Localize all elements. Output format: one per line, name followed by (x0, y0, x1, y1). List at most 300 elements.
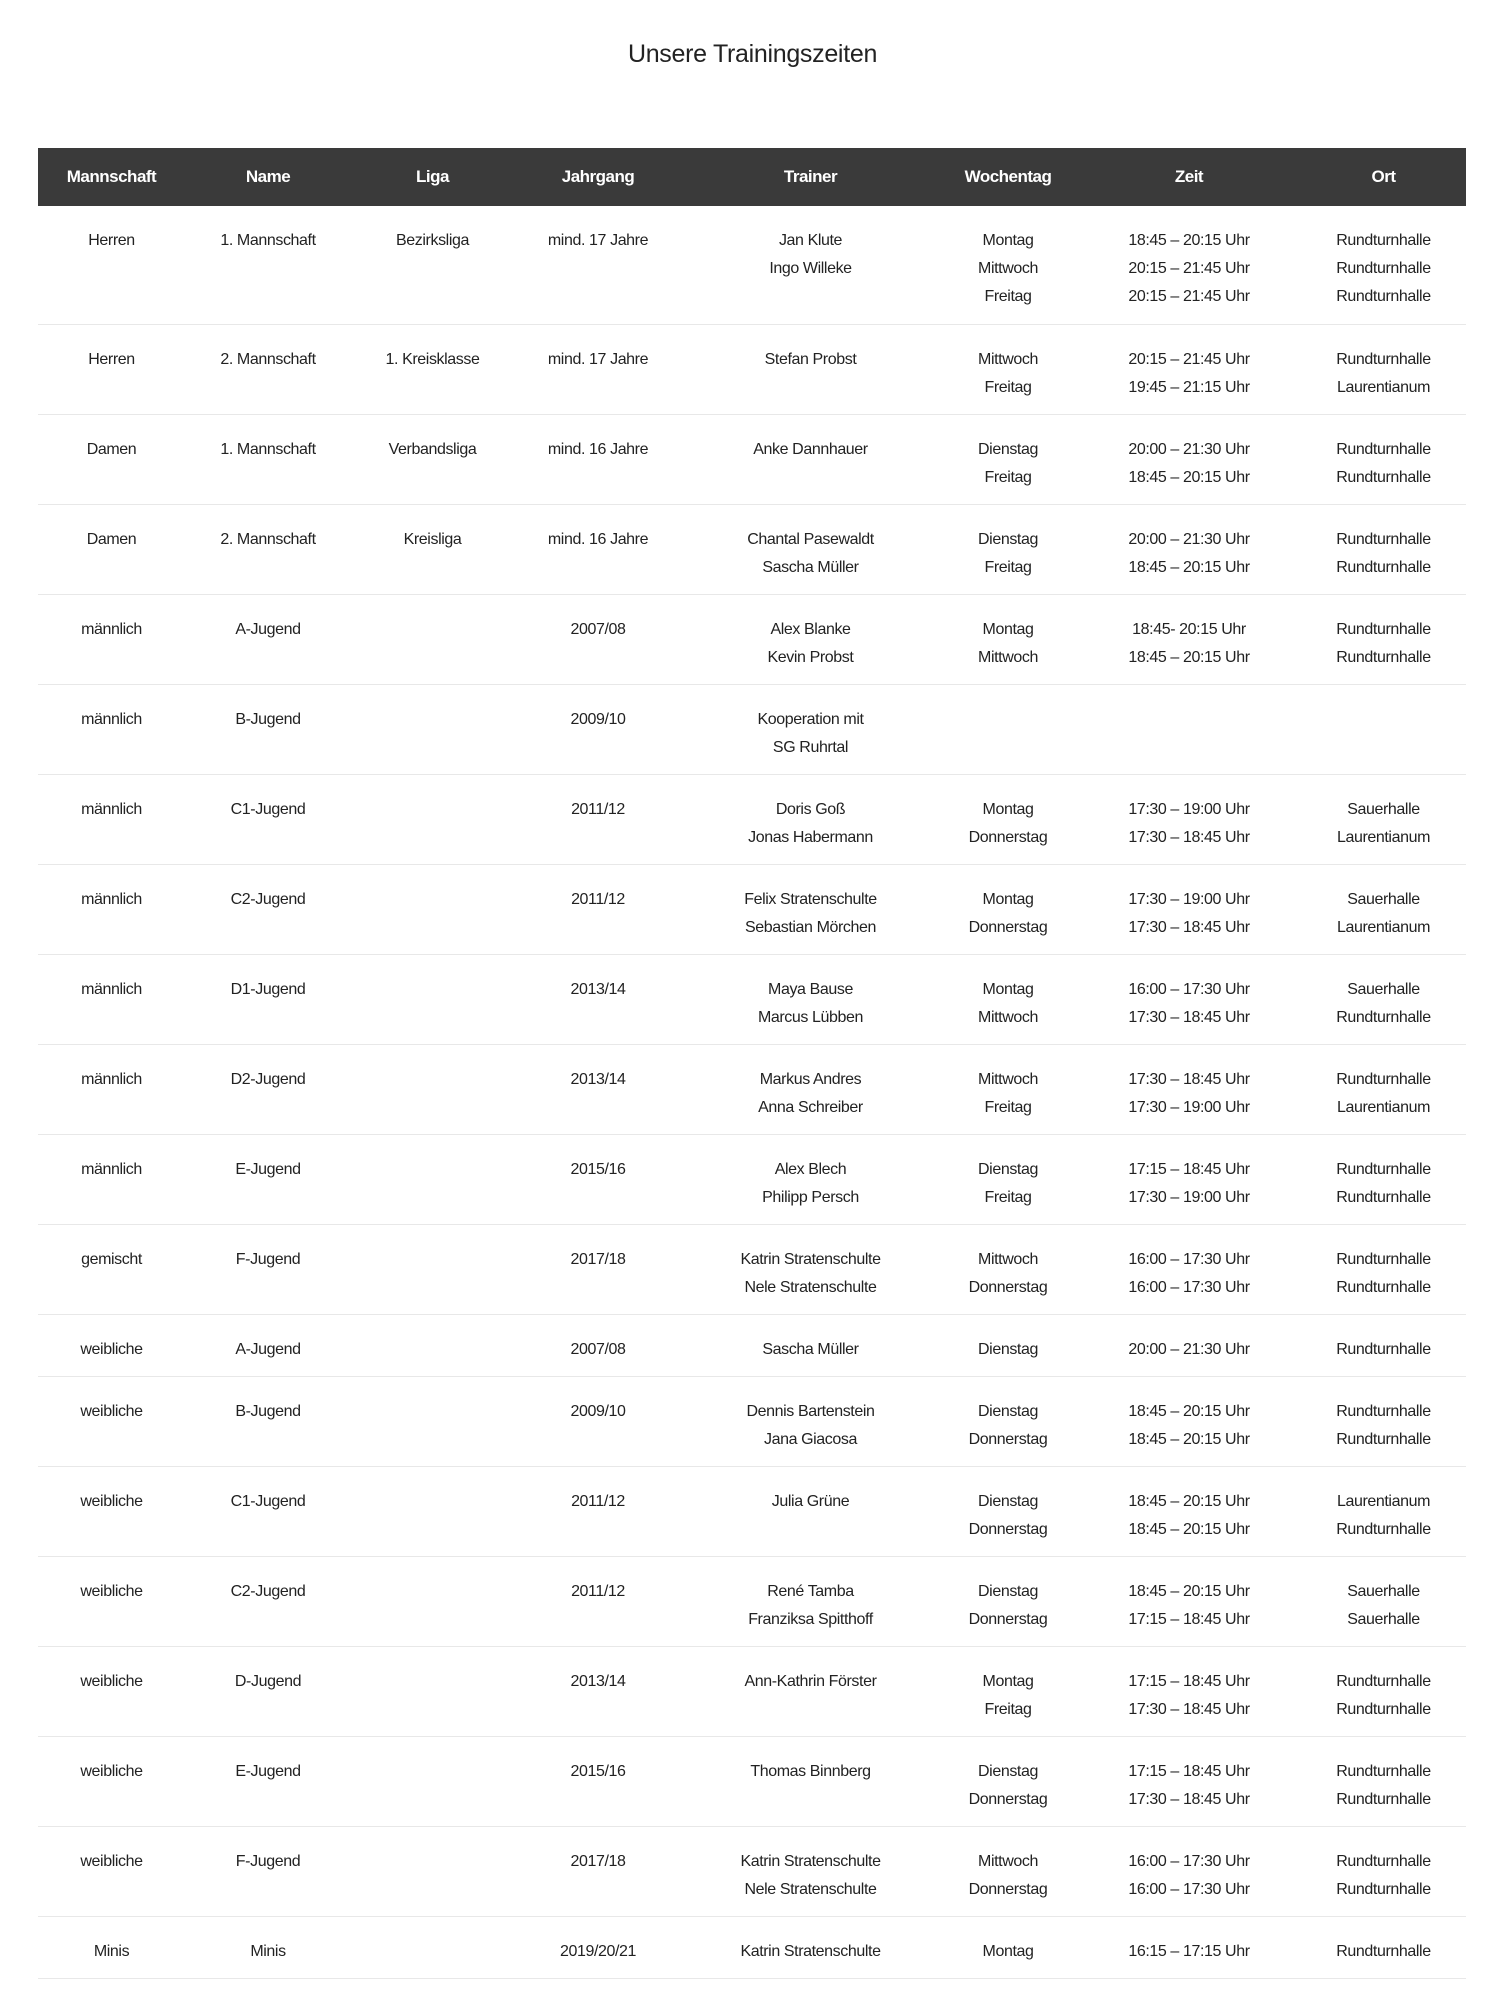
cell-zeit (1077, 1556, 1301, 1646)
table-row (38, 954, 1466, 1044)
zeit-line: 16:00 – 17:30 Uhr (1128, 1852, 1250, 1870)
trainer-line: Sebastian Mörchen (744, 918, 877, 936)
cell-wochentag (939, 1376, 1077, 1466)
ort-line: Sauerhalle (1347, 980, 1420, 998)
cell-jahrgang: 2011/12 (571, 800, 625, 818)
trainer-line: Felix Stratenschulte (744, 890, 877, 908)
zeit-line: 18:45 – 20:15 Uhr (1128, 232, 1250, 249)
cell-zeit (1077, 1044, 1301, 1134)
ort-line: Rundturnhalle (1336, 1250, 1431, 1268)
cell-zeit (1077, 1736, 1301, 1826)
cell-jahrgang: 2019/20/21 (559, 1942, 637, 1960)
cell-zeit (1077, 1646, 1301, 1736)
ort-line: Laurentianum (1336, 918, 1431, 936)
cell-zeit (1077, 1376, 1301, 1466)
ort-line: Rundturnhalle (1336, 1942, 1431, 1960)
ort-line: Laurentianum (1336, 1492, 1431, 1510)
cell-name: A-Jugend (235, 1340, 301, 1358)
trainer-line: Markus Andres (759, 1070, 862, 1088)
wochentag-line: Mittwoch (978, 1250, 1038, 1268)
trainer-line: Philipp Persch (762, 1188, 859, 1206)
table-row (38, 206, 1466, 324)
zeit-line: 18:45 – 20:15 Uhr (1128, 468, 1250, 486)
wochentag-line: Montag (982, 1942, 1034, 1960)
zeit-line: 17:15 – 18:45 Uhr (1128, 1610, 1250, 1628)
trainer-line: Julia Grüne (771, 1492, 850, 1510)
cell-ort (1301, 324, 1466, 414)
trainer-line: Anke Dannhauer (753, 440, 868, 458)
zeit-line: 16:00 – 17:30 Uhr (1128, 1880, 1250, 1898)
zeit-line: 20:15 – 21:45 Uhr (1128, 350, 1250, 368)
zeit-line: 18:45 – 20:15 Uhr (1128, 648, 1250, 666)
cell-jahrgang: 2011/12 (571, 1582, 625, 1600)
zeit-line: 20:15 – 21:45 Uhr (1128, 260, 1250, 277)
trainer-line: René Tamba (767, 1582, 854, 1600)
cell-liga (351, 1826, 514, 1916)
trainer-line: Ingo Willeke (769, 260, 852, 277)
cell-trainer (682, 414, 939, 504)
trainer-line: Katrin Stratenschulte (740, 1942, 881, 1960)
header-row (38, 148, 1466, 206)
wochentag-line: Freitag (984, 468, 1032, 486)
cell-mannschaft: Minis (93, 1942, 130, 1960)
wochentag-line: Dienstag (978, 440, 1038, 458)
zeit-line: 20:00 – 21:30 Uhr (1128, 1340, 1250, 1358)
table-row (38, 684, 1466, 774)
cell-jahrgang: 2011/12 (571, 1492, 625, 1510)
cell-mannschaft: Herren (88, 232, 135, 249)
trainer-line: Alex Blanke (770, 620, 851, 638)
cell-wochentag (939, 954, 1077, 1044)
cell-name: 1. Mannschaft (220, 440, 316, 458)
cell-name: 1. Mannschaft (220, 232, 316, 249)
trainer-line: Alex Blech (774, 1160, 847, 1178)
training-times-table (38, 148, 1466, 1979)
cell-wochentag (939, 1556, 1077, 1646)
cell-trainer (682, 864, 939, 954)
zeit-line: 20:00 – 21:30 Uhr (1128, 530, 1250, 548)
cell-trainer (682, 1646, 939, 1736)
cell-wochentag (939, 1134, 1077, 1224)
zeit-line: 19:45 – 21:15 Uhr (1128, 378, 1250, 396)
cell-liga (351, 1314, 514, 1376)
wochentag-line: Freitag (984, 1700, 1032, 1718)
cell-zeit (1077, 1224, 1301, 1314)
ort-line: Rundturnhalle (1336, 558, 1431, 576)
zeit-line: 20:00 – 21:30 Uhr (1128, 440, 1250, 458)
ort-line: Rundturnhalle (1336, 1672, 1431, 1690)
cell-jahrgang: 2013/14 (570, 1672, 626, 1690)
cell-liga (351, 1736, 514, 1826)
cell-zeit (1077, 414, 1301, 504)
table-row (38, 1736, 1466, 1826)
ort-line: Rundturnhalle (1336, 260, 1431, 277)
cell-trainer (682, 1376, 939, 1466)
cell-liga (351, 1224, 514, 1314)
wochentag-line: Montag (982, 620, 1034, 638)
cell-zeit (1077, 684, 1301, 774)
table-row (38, 1646, 1466, 1736)
cell-name: A-Jugend (235, 620, 301, 638)
cell-jahrgang: 2011/12 (571, 890, 625, 908)
ort-line: Rundturnhalle (1336, 648, 1431, 666)
ort-line: Sauerhalle (1347, 890, 1420, 908)
cell-trainer (682, 1224, 939, 1314)
cell-mannschaft: weibliche (80, 1340, 143, 1358)
table-row (38, 1466, 1466, 1556)
trainer-line: Stefan Probst (764, 350, 857, 368)
cell-ort (1301, 1376, 1466, 1466)
table-row (38, 1376, 1466, 1466)
zeit-line: 20:15 – 21:45 Uhr (1128, 288, 1250, 305)
table-row (38, 1916, 1466, 1978)
cell-wochentag (939, 1466, 1077, 1556)
cell-jahrgang: 2013/14 (570, 1070, 626, 1088)
table-row (38, 1224, 1466, 1314)
cell-ort (1301, 414, 1466, 504)
cell-mannschaft: Damen (86, 530, 137, 548)
cell-trainer (682, 1134, 939, 1224)
cell-name: 2. Mannschaft (220, 350, 316, 368)
zeit-line: 18:45 – 20:15 Uhr (1128, 1402, 1250, 1420)
wochentag-line: Freitag (984, 378, 1032, 396)
cell-wochentag (939, 206, 1077, 324)
cell-trainer (682, 684, 939, 774)
ort-line: Rundturnhalle (1336, 1520, 1431, 1538)
page-title: Unsere Trainingszeiten (627, 40, 878, 68)
cell-name: D-Jugend (234, 1672, 302, 1690)
cell-zeit (1077, 954, 1301, 1044)
cell-mannschaft: männlich (81, 620, 142, 638)
trainer-line: Dennis Bartenstein (746, 1402, 875, 1420)
trainer-line: Anna Schreiber (758, 1098, 863, 1116)
cell-jahrgang: mind. 17 Jahre (547, 350, 649, 368)
cell-zeit (1077, 1466, 1301, 1556)
cell-trainer (682, 594, 939, 684)
cell-name: C1-Jugend (230, 1492, 306, 1510)
cell-name: B-Jugend (235, 710, 301, 728)
ort-line: Rundturnhalle (1336, 1188, 1431, 1206)
trainer-line: Nele Stratenschulte (744, 1880, 877, 1898)
trainer-line: Chantal Pasewaldt (747, 530, 874, 548)
wochentag-line: Freitag (984, 558, 1032, 576)
cell-ort (1301, 206, 1466, 324)
cell-trainer (682, 774, 939, 864)
cell-mannschaft: männlich (81, 890, 142, 908)
cell-name: D2-Jugend (230, 1070, 306, 1088)
wochentag-line: Dienstag (978, 1492, 1038, 1510)
ort-line: Rundturnhalle (1336, 350, 1431, 368)
ort-line: Rundturnhalle (1336, 1852, 1431, 1870)
cell-mannschaft: weibliche (80, 1492, 143, 1510)
ort-line: Rundturnhalle (1336, 1880, 1431, 1898)
zeit-line: 16:00 – 17:30 Uhr (1128, 980, 1250, 998)
ort-line: Rundturnhalle (1336, 1008, 1431, 1026)
table-row (38, 774, 1466, 864)
wochentag-line: Dienstag (978, 1402, 1038, 1420)
cell-trainer (682, 1826, 939, 1916)
trainer-line: Nele Stratenschulte (744, 1278, 877, 1296)
table-row (38, 1826, 1466, 1916)
cell-liga (351, 1916, 514, 1978)
ort-line: Sauerhalle (1347, 800, 1420, 818)
ort-line: Rundturnhalle (1336, 1160, 1431, 1178)
header-zeit: Zeit (1174, 167, 1204, 186)
cell-mannschaft: männlich (81, 710, 142, 728)
cell-zeit (1077, 1916, 1301, 1978)
wochentag-line: Donnerstag (968, 1610, 1048, 1628)
cell-mannschaft: männlich (81, 1160, 142, 1178)
zeit-line: 16:00 – 17:30 Uhr (1128, 1250, 1250, 1268)
zeit-line: 17:15 – 18:45 Uhr (1128, 1160, 1250, 1178)
trainer-line: Marcus Lübben (757, 1008, 864, 1026)
wochentag-line: Dienstag (978, 1340, 1038, 1358)
cell-name: F-Jugend (235, 1250, 301, 1268)
cell-mannschaft: weibliche (80, 1402, 143, 1420)
cell-wochentag (939, 684, 1077, 774)
cell-mannschaft: Herren (88, 350, 135, 368)
trainer-line: Katrin Stratenschulte (740, 1852, 881, 1870)
zeit-line: 16:15 – 17:15 Uhr (1128, 1942, 1250, 1960)
cell-trainer (682, 1044, 939, 1134)
cell-wochentag (939, 414, 1077, 504)
ort-line: Rundturnhalle (1336, 232, 1431, 249)
zeit-line: 18:45 – 20:15 Uhr (1128, 558, 1250, 576)
cell-name: E-Jugend (235, 1160, 301, 1178)
zeit-line: 16:00 – 17:30 Uhr (1128, 1278, 1250, 1296)
header-liga: Liga (416, 167, 449, 186)
wochentag-line: Freitag (984, 288, 1032, 305)
cell-wochentag (939, 504, 1077, 594)
ort-line: Laurentianum (1336, 828, 1431, 846)
cell-wochentag (939, 1826, 1077, 1916)
cell-mannschaft: weibliche (80, 1852, 143, 1870)
cell-wochentag (939, 1736, 1077, 1826)
wochentag-line: Donnerstag (968, 1278, 1048, 1296)
cell-liga: Bezirksliga (396, 232, 469, 249)
table-row (38, 1044, 1466, 1134)
cell-jahrgang: 2009/10 (570, 710, 626, 728)
cell-mannschaft: weibliche (80, 1762, 143, 1780)
table-row (38, 504, 1466, 594)
table-header (38, 148, 1466, 206)
cell-ort (1301, 1314, 1466, 1376)
cell-ort (1301, 1224, 1466, 1314)
wochentag-line: Dienstag (978, 530, 1038, 548)
cell-mannschaft: weibliche (80, 1582, 143, 1600)
cell-liga (351, 1134, 514, 1224)
cell-liga (351, 684, 514, 774)
cell-ort (1301, 954, 1466, 1044)
cell-ort (1301, 1646, 1466, 1736)
cell-zeit (1077, 1314, 1301, 1376)
cell-zeit (1077, 206, 1301, 324)
cell-wochentag (939, 324, 1077, 414)
cell-ort (1301, 504, 1466, 594)
wochentag-line: Donnerstag (968, 1790, 1048, 1808)
trainer-line: Kooperation mit (757, 710, 864, 728)
ort-line: Rundturnhalle (1336, 1430, 1431, 1448)
zeit-line: 17:30 – 18:45 Uhr (1128, 1008, 1250, 1026)
cell-name: C2-Jugend (230, 890, 306, 908)
cell-trainer (682, 1916, 939, 1978)
cell-wochentag (939, 774, 1077, 864)
cell-liga (351, 1376, 514, 1466)
trainer-line: Doris Goß (775, 800, 846, 818)
zeit-line: 17:30 – 18:45 Uhr (1128, 1790, 1250, 1808)
ort-line: Rundturnhalle (1336, 1340, 1431, 1358)
cell-liga (351, 594, 514, 684)
ort-line: Rundturnhalle (1336, 1070, 1431, 1088)
wochentag-line: Dienstag (978, 1762, 1038, 1780)
table-row (38, 1134, 1466, 1224)
cell-name: 2. Mannschaft (220, 530, 316, 548)
zeit-line: 18:45 – 20:15 Uhr (1128, 1582, 1250, 1600)
ort-line: Rundturnhalle (1336, 1700, 1431, 1718)
zeit-line: 17:30 – 18:45 Uhr (1128, 918, 1250, 936)
cell-wochentag (939, 1224, 1077, 1314)
zeit-line: 18:45 – 20:15 Uhr (1128, 1520, 1250, 1538)
zeit-line: 17:30 – 18:45 Uhr (1128, 1700, 1250, 1718)
zeit-line: 18:45- 20:15 Uhr (1132, 620, 1246, 638)
cell-jahrgang: mind. 16 Jahre (547, 530, 649, 548)
cell-trainer (682, 1736, 939, 1826)
cell-jahrgang: 2015/16 (570, 1762, 626, 1780)
zeit-line: 17:30 – 18:45 Uhr (1128, 1070, 1250, 1088)
header-ort: Ort (1371, 167, 1396, 186)
cell-wochentag (939, 1646, 1077, 1736)
trainer-line: Jonas Habermann (748, 828, 873, 846)
trainer-line: Jana Giacosa (763, 1430, 858, 1448)
ort-line: Rundturnhalle (1336, 468, 1431, 486)
wochentag-line: Donnerstag (968, 1430, 1048, 1448)
header-name: Name (245, 167, 291, 186)
trainer-line: Thomas Binnberg (750, 1762, 871, 1780)
cell-name: C2-Jugend (230, 1582, 306, 1600)
wochentag-line: Dienstag (978, 1160, 1038, 1178)
ort-line: Rundturnhalle (1336, 440, 1431, 458)
wochentag-line: Montag (982, 232, 1034, 249)
cell-zeit (1077, 864, 1301, 954)
wochentag-line: Donnerstag (968, 1520, 1048, 1538)
trainer-line: Katrin Stratenschulte (740, 1250, 881, 1268)
zeit-line: 17:30 – 19:00 Uhr (1128, 1098, 1250, 1116)
zeit-line: 17:30 – 19:00 Uhr (1128, 1188, 1250, 1206)
table-row (38, 414, 1466, 504)
cell-wochentag (939, 1916, 1077, 1978)
cell-wochentag (939, 594, 1077, 684)
table-body (38, 206, 1466, 1978)
header-jahrgang: Jahrgang (561, 167, 635, 186)
cell-jahrgang: mind. 16 Jahre (547, 440, 649, 458)
cell-mannschaft: weibliche (80, 1672, 143, 1690)
cell-jahrgang: 2013/14 (570, 980, 626, 998)
cell-ort (1301, 594, 1466, 684)
cell-ort (1301, 1736, 1466, 1826)
cell-trainer (682, 504, 939, 594)
cell-zeit (1077, 1826, 1301, 1916)
table-row (38, 1314, 1466, 1376)
header-mannschaft: Mannschaft (66, 167, 157, 186)
cell-name: F-Jugend (235, 1852, 301, 1870)
ort-line: Rundturnhalle (1336, 530, 1431, 548)
zeit-line: 18:45 – 20:15 Uhr (1128, 1492, 1250, 1510)
cell-name: Minis (250, 1942, 286, 1960)
wochentag-line: Mittwoch (978, 260, 1038, 277)
cell-mannschaft: männlich (81, 800, 142, 818)
cell-trainer (682, 1556, 939, 1646)
wochentag-line: Freitag (984, 1098, 1032, 1116)
cell-mannschaft: gemischt (81, 1250, 142, 1268)
ort-line: Rundturnhalle (1336, 1402, 1431, 1420)
cell-jahrgang: 2017/18 (570, 1250, 626, 1268)
cell-zeit (1077, 324, 1301, 414)
cell-ort (1301, 774, 1466, 864)
zeit-line: 17:30 – 19:00 Uhr (1128, 890, 1250, 908)
cell-liga (351, 774, 514, 864)
cell-name: C1-Jugend (230, 800, 306, 818)
cell-mannschaft: männlich (81, 980, 142, 998)
wochentag-line: Mittwoch (978, 1070, 1038, 1088)
zeit-line: 17:15 – 18:45 Uhr (1128, 1672, 1250, 1690)
wochentag-line: Mittwoch (978, 1008, 1038, 1026)
cell-liga (351, 864, 514, 954)
cell-zeit (1077, 1134, 1301, 1224)
wochentag-line: Donnerstag (968, 828, 1048, 846)
wochentag-line: Donnerstag (968, 1880, 1048, 1898)
cell-ort (1301, 1556, 1466, 1646)
table-row (38, 324, 1466, 414)
table-row (38, 864, 1466, 954)
cell-trainer (682, 206, 939, 324)
ort-line: Rundturnhalle (1336, 288, 1431, 305)
wochentag-line: Mittwoch (978, 648, 1038, 666)
cell-mannschaft: Damen (86, 440, 137, 458)
cell-liga: 1. Kreisklasse (385, 350, 480, 368)
cell-trainer (682, 324, 939, 414)
trainer-line: Ann-Kathrin Förster (744, 1672, 877, 1690)
cell-name: B-Jugend (235, 1402, 301, 1420)
trainer-line: SG Ruhrtal (772, 738, 849, 756)
cell-ort (1301, 1916, 1466, 1978)
trainer-line: Sascha Müller (762, 558, 859, 576)
cell-liga: Kreisliga (403, 530, 462, 548)
cell-liga (351, 1646, 514, 1736)
table-row (38, 1556, 1466, 1646)
cell-jahrgang: 2015/16 (570, 1160, 626, 1178)
trainer-line: Kevin Probst (767, 648, 854, 666)
cell-liga (351, 1466, 514, 1556)
ort-line: Rundturnhalle (1336, 1790, 1431, 1808)
cell-ort (1301, 1826, 1466, 1916)
header-trainer: Trainer (783, 167, 838, 186)
zeit-line: 17:30 – 19:00 Uhr (1128, 800, 1250, 818)
cell-mannschaft: männlich (81, 1070, 142, 1088)
ort-line: Rundturnhalle (1336, 1278, 1431, 1296)
ort-line: Laurentianum (1336, 1098, 1431, 1116)
header-wochentag: Wochentag (964, 167, 1052, 186)
cell-wochentag (939, 864, 1077, 954)
cell-jahrgang: 2009/10 (570, 1402, 626, 1420)
cell-name: D1-Jugend (230, 980, 306, 998)
trainer-line: Sascha Müller (762, 1340, 859, 1358)
cell-liga (351, 954, 514, 1044)
cell-ort (1301, 864, 1466, 954)
cell-trainer (682, 1314, 939, 1376)
wochentag-line: Mittwoch (978, 1852, 1038, 1870)
ort-line: Rundturnhalle (1336, 1762, 1431, 1780)
wochentag-line: Mittwoch (978, 350, 1038, 368)
